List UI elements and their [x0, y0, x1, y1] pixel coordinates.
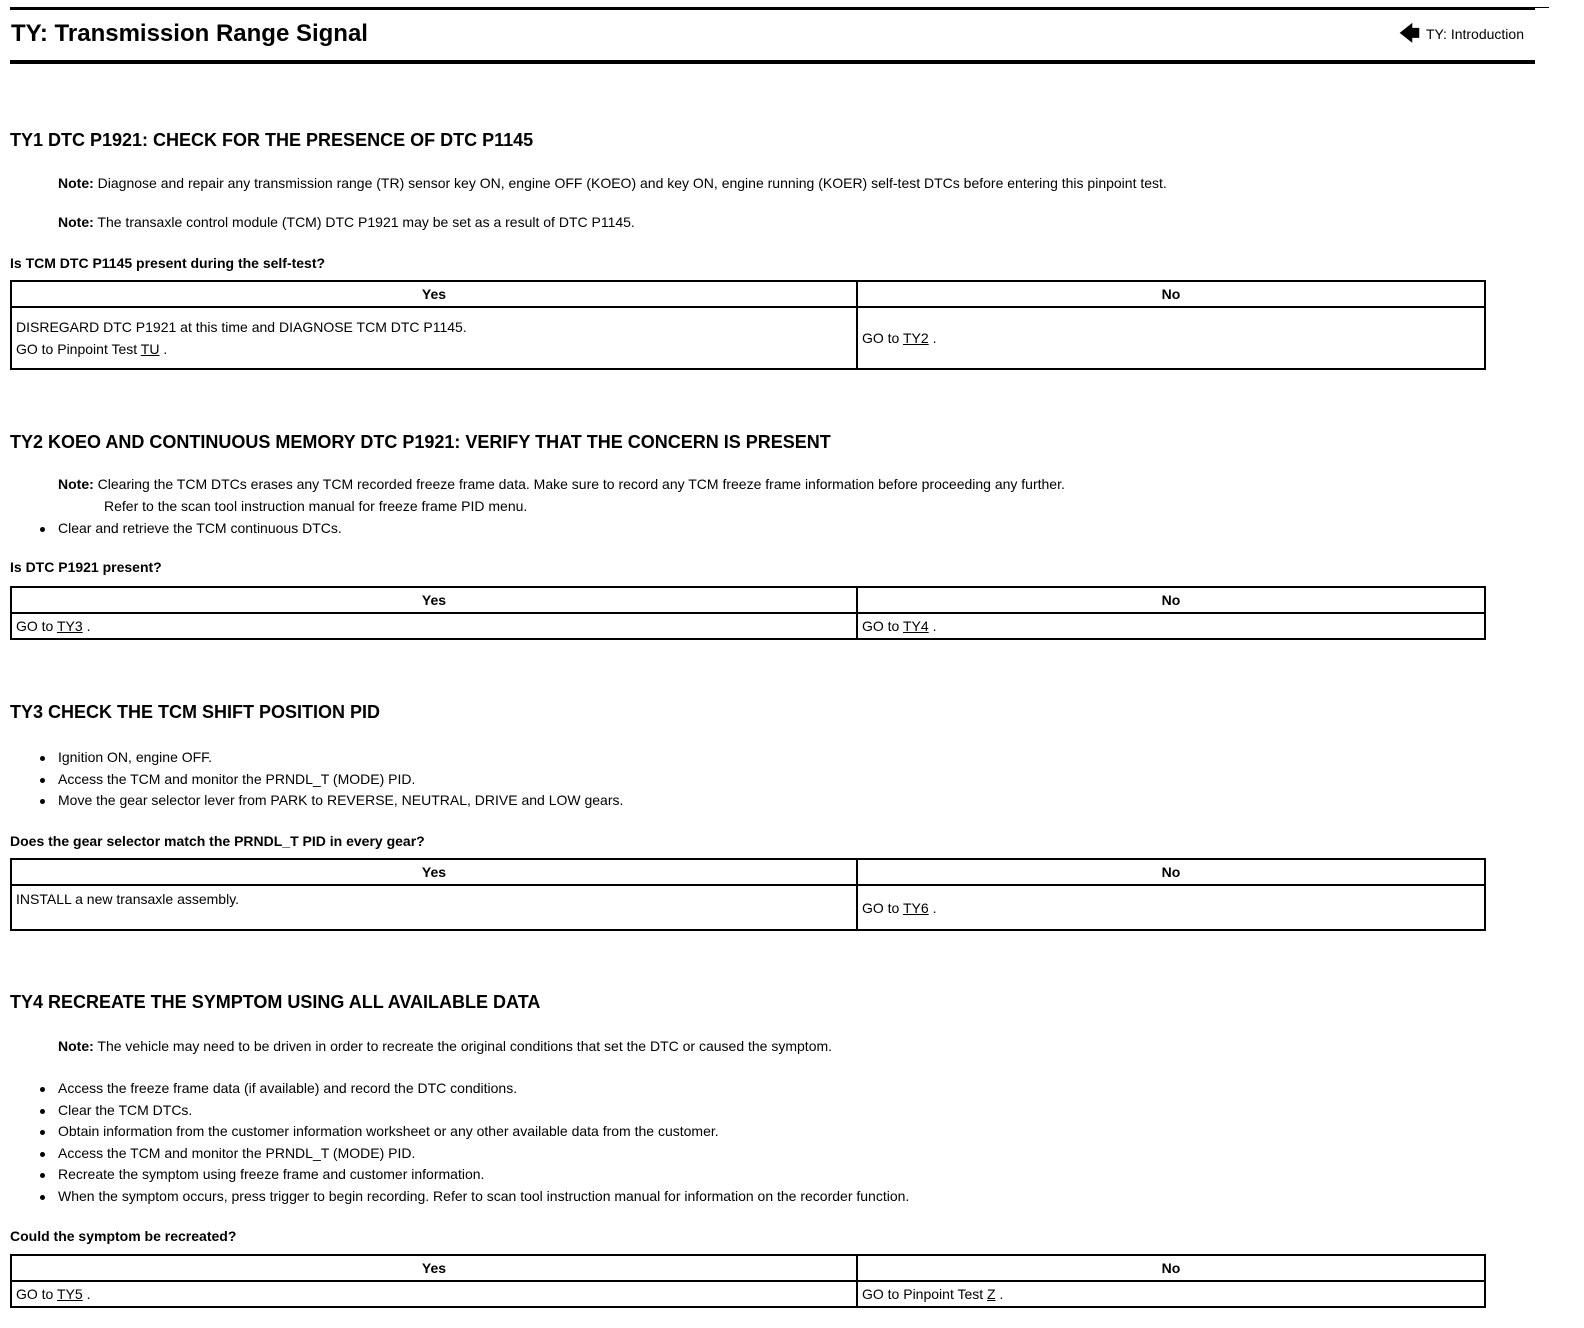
step-title: TY2 KOEO AND CONTINUOUS MEMORY DTC P1921: VERIFY THAT THE CONCERN IS PRESENT — [10, 432, 831, 452]
bullet-list — [36, 1078, 909, 1207]
link-ty2[interactable]: TY2 — [903, 330, 929, 346]
no-header: No — [857, 587, 1485, 613]
yes-cell — [11, 1281, 857, 1307]
note-text: The transaxle control module (TCM) DTC P1921 may be set as a result of DTC P1145. — [97, 214, 635, 230]
bullet-list — [36, 518, 342, 540]
note-text-continued: Refer to the scan tool instruction manual for freeze frame PID menu. — [104, 498, 528, 514]
list-item: Access the TCM and monitor the PRNDL_T (MODE) PID. — [36, 769, 623, 791]
goto-period: . — [932, 899, 937, 916]
bullet-list — [36, 747, 623, 812]
list-item: Access the freeze frame data (if available) and record the DTC conditions. — [36, 1078, 909, 1100]
step-title: TY1 DTC P1921: CHECK FOR THE PRESENCE OF DTC P1145 — [10, 130, 534, 150]
note — [58, 1035, 832, 1057]
note — [58, 211, 635, 233]
list-item: Access the TCM and monitor the PRNDL_T (MODE) PID. — [36, 1143, 909, 1165]
yes-cell — [11, 885, 857, 930]
note-text: Clearing the TCM DTCs erases any TCM recorded freeze frame data. Make sure to record any TCM freeze frame information before proceeding any further. — [97, 476, 1065, 492]
link-z[interactable]: Z — [987, 1286, 996, 1302]
list-item: Move the gear selector lever from PARK to REVERSE, NEUTRAL, DRIVE and LOW gears. — [36, 790, 623, 812]
goto-prefix: GO to — [862, 618, 900, 634]
note-text: Diagnose and repair any transmission range (TR) sensor key ON, engine OFF (KOEO) and key ON, engine running (KOER) self-test DTCs before entering this pinpoint test. — [97, 175, 1167, 191]
arrow-left-icon: 🡄 — [1399, 23, 1420, 45]
yes-action: DISREGARD DTC P1921 at this time and DIAGNOSE TCM DTC P1145. — [16, 319, 467, 335]
list-item: Obtain information from the customer information worksheet or any other available data from the customer. — [36, 1121, 909, 1143]
note — [58, 172, 1167, 194]
note — [58, 473, 1065, 517]
top-border-tick — [1535, 7, 1549, 8]
goto-prefix: GO to — [862, 899, 900, 916]
no-cell — [857, 1281, 1485, 1307]
no-header: No — [857, 281, 1485, 307]
no-cell — [857, 885, 1485, 930]
back-link-label: TY: Introduction — [1425, 26, 1524, 42]
link-ty6[interactable]: TY6 — [903, 899, 929, 916]
back-link[interactable] — [1399, 23, 1524, 45]
no-cell — [857, 613, 1485, 639]
goto-prefix: GO to — [862, 330, 900, 346]
yes-header: Yes — [11, 281, 857, 307]
goto-period: . — [86, 618, 91, 634]
link-ty5[interactable]: TY5 — [57, 1286, 83, 1302]
yes-goto — [16, 341, 852, 357]
note-label: Note: — [58, 175, 94, 191]
goto-prefix: GO to — [16, 618, 54, 634]
yes-no-table — [10, 858, 1486, 931]
goto-period: . — [999, 1286, 1004, 1302]
list-item: Clear and retrieve the TCM continuous DTCs. — [36, 518, 342, 540]
yes-action: INSTALL a new transaxle assembly. — [16, 891, 240, 907]
page-title: TY: Transmission Range Signal — [11, 20, 368, 47]
title-divider — [10, 60, 1535, 64]
list-item: Ignition ON, engine OFF. — [36, 747, 623, 769]
note-label: Note: — [58, 1038, 94, 1054]
list-item: Clear the TCM DTCs. — [36, 1100, 909, 1122]
goto-period: . — [932, 618, 937, 634]
step-title: TY4 RECREATE THE SYMPTOM USING ALL AVAILABLE DATA — [10, 992, 541, 1012]
question: Does the gear selector match the PRNDL_T PID in every gear? — [10, 833, 425, 849]
yes-cell — [11, 307, 857, 369]
goto-prefix: GO to — [16, 1286, 54, 1302]
yes-no-table — [10, 280, 1486, 370]
yes-no-table — [10, 586, 1486, 640]
no-header: No — [857, 859, 1485, 885]
no-cell — [857, 307, 1485, 369]
goto-period: . — [163, 341, 168, 357]
yes-header: Yes — [11, 587, 857, 613]
note-text: The vehicle may need to be driven in order to recreate the original conditions that set the DTC or caused the symptom. — [97, 1038, 833, 1054]
link-ty3[interactable]: TY3 — [57, 618, 83, 634]
list-item: When the symptom occurs, press trigger to begin recording. Refer to scan tool instruction manual for information on the recorder function. — [36, 1186, 909, 1208]
top-border — [10, 7, 1535, 10]
yes-header: Yes — [11, 1255, 857, 1281]
step-title: TY3 CHECK THE TCM SHIFT POSITION PID — [10, 702, 381, 722]
note-label: Note: — [58, 214, 94, 230]
goto-prefix: GO to Pinpoint Test — [16, 341, 138, 357]
goto-period: . — [932, 330, 937, 346]
question: Is DTC P1921 present? — [10, 559, 162, 575]
link-ty4[interactable]: TY4 — [903, 618, 929, 634]
yes-no-table — [10, 1254, 1486, 1308]
note-label: Note: — [58, 476, 94, 492]
goto-period: . — [86, 1286, 91, 1302]
yes-header: Yes — [11, 859, 857, 885]
goto-prefix: GO to Pinpoint Test — [862, 1286, 984, 1302]
question: Is TCM DTC P1145 present during the self-test? — [10, 255, 326, 271]
list-item: Recreate the symptom using freeze frame and customer information. — [36, 1164, 909, 1186]
link-tu[interactable]: TU — [140, 341, 160, 357]
no-header: No — [857, 1255, 1485, 1281]
question: Could the symptom be recreated? — [10, 1228, 237, 1244]
yes-cell — [11, 613, 857, 639]
